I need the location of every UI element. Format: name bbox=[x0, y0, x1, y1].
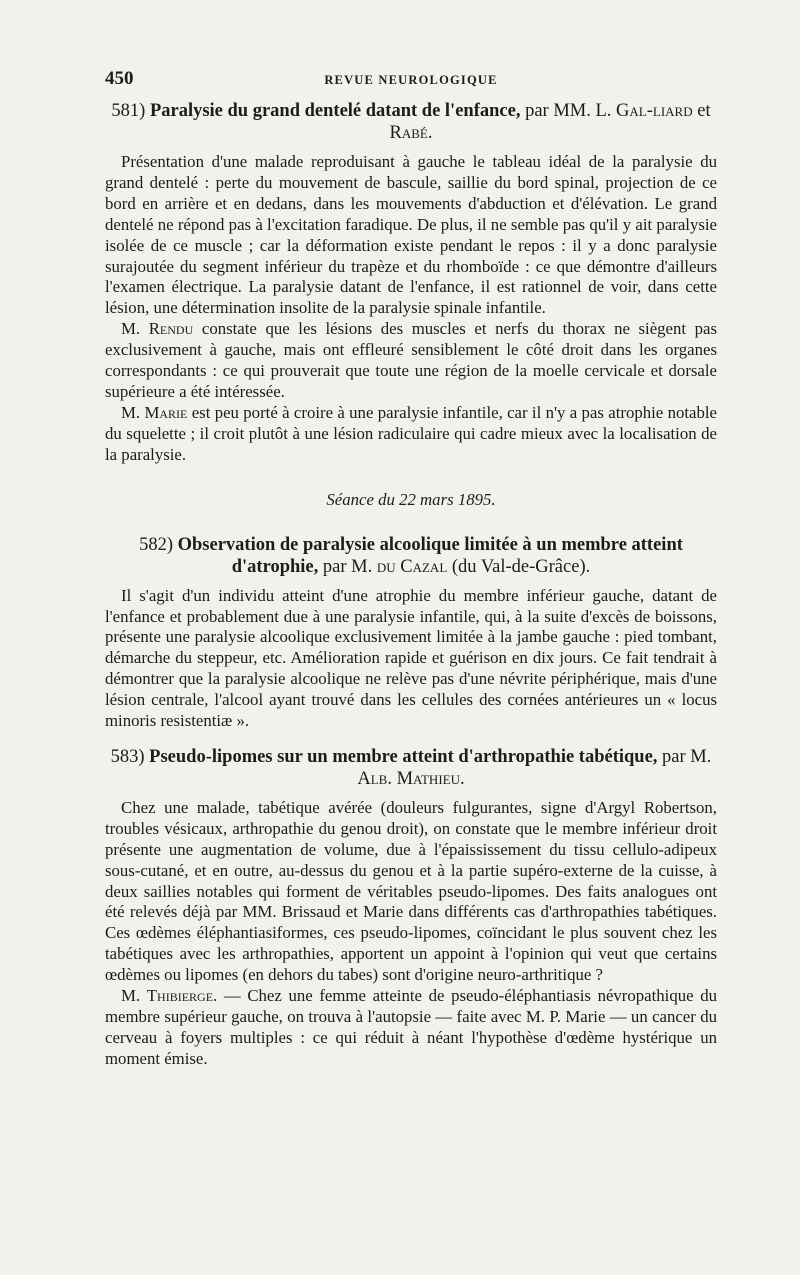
article-heading bbox=[105, 534, 717, 578]
article-number: 581) bbox=[111, 101, 146, 121]
article-heading bbox=[105, 100, 717, 144]
article-title: Observation de paralysie alcoolique limitée à un membre atteint d'atrophie, bbox=[177, 534, 683, 577]
paragraph bbox=[105, 986, 717, 1070]
paragraph bbox=[105, 403, 717, 466]
article-and: et bbox=[697, 101, 711, 121]
paragraph-text: — Chez une femme atteinte de pseudo-éléphantiasis névropathique du membre supérieur gauche, on trouva à l'autopsie — faite avec M. P. Marie — un cancer du cerveau à foyers multiples : ce qui réduit à néant l'hypothèse d'œdème hystérique un moment émise. bbox=[105, 986, 717, 1068]
speaker-name: Marie bbox=[144, 402, 188, 422]
article-author: du Cazal bbox=[376, 556, 448, 577]
journal-page bbox=[105, 60, 717, 1070]
journal-title: REVUE NEUROLOGIQUE bbox=[324, 73, 498, 87]
article-number: 583) bbox=[110, 746, 145, 767]
article-by: par M. bbox=[662, 746, 712, 767]
paragraph: Chez une malade, tabétique avérée (douleurs fulgurantes, signe d'Argyl Robertson, troubles vésicaux, arthropathie du genou droit), on constate que le membre inférieur droit présente une augmentation de volume, due à l'épaississement du tissu cellulo-adipeux sous-cutané, et en outre, au-dessus du genou et à la partie supéro-externe de la cuisse, à deux saillies notables qui forment de véritables pseudo-lipomes. Des faits analogues ont été relevés déjà par MM. Brissaud et Marie dans différents cas d'arthropathies tabétiques. Ces œdèmes éléphantiasiformes, ces pseudo-lipomes, coïncidant le plus souvent chez les tabétiques avec les arthropathies, apportent un appoint à l'opinion qui veut que certains œdèmes ou lipomes (en dehors du tabes) sont d'origine neuro-arthritique ? bbox=[105, 797, 717, 985]
article-by: par MM. L. bbox=[525, 101, 612, 121]
paragraph-text: est peu porté à croire à une paralysie infantile, car il n'y a pas atrophie notable du squelette ; il croit plutôt à une lésion radiculaire qui cadre mieux avec la localisation de la paralysie. bbox=[105, 402, 717, 464]
article-by: par M. bbox=[322, 556, 373, 577]
article-582 bbox=[105, 534, 717, 732]
session-date: Séance du 22 mars 1895. bbox=[326, 489, 496, 509]
article-author: Gal-liard bbox=[616, 101, 693, 121]
speaker-name: Rendu bbox=[148, 319, 194, 339]
article-581 bbox=[105, 100, 717, 466]
article-heading bbox=[105, 746, 717, 790]
paragraph: Il s'agit d'un individu atteint d'une atrophie du membre inférieur gauche, datant de l'enfance et probablement due à une paralysie infantile, qui, à la suite d'excès de boissons, présente une paralysie alcoolique exclusivement limitée à la jambe gauche : pied tombant, démarche du steppeur, etc. Amélioration rapide et guérison en dix jours. Ce fait tendrait à démontrer que la paralysie alcoolique ne relève pas d'une névrite périphérique, mais d'une lésion centrale, l'alcool ayant trouvé dans les cellules des cornées antérieures un « locus minoris resistentiæ ». bbox=[105, 585, 717, 731]
paragraph-text: constate que les lésions des muscles et nerfs du thorax ne siègent pas exclusivement à gauche, mais ont effleuré sensiblement le côté droit dans les organes correspondants : ce qui prouverait que toute une région de la moelle cervicale et dorsale supérieure a été intéressée. bbox=[105, 319, 718, 401]
article-583 bbox=[105, 746, 717, 1070]
article-affiliation: (du Val-de-Grâce). bbox=[451, 556, 591, 577]
article-author: Rabé. bbox=[389, 123, 433, 143]
article-title: Pseudo-lipomes sur un membre atteint d'arthropathie tabétique, bbox=[149, 746, 658, 767]
article-author: Alb. Mathieu. bbox=[357, 768, 465, 789]
speaker-prefix: M. bbox=[121, 402, 141, 422]
paragraph: Présentation d'une malade reproduisant à gauche le tableau idéal de la paralysie du grand dentelé : perte du mouvement de bascule, saillie du bord spinal, projection de ce bord en arrière et en dedans, dans les mouvements d'abduction et d'élévation. Le grand dentelé ne répond pas à l'excitation faradique. De plus, il ne semble pas qu'il y ait paralysie isolée de ce muscle ; car la déformation existe pendant le repos : il y a donc paralysie surajoutée du segment inférieur du trapèze et du rhomboïde : ce que démontre d'ailleurs l'examen électrique. La paralysie datant de l'enfance, il est rationnel de voir, dans cette lésion, une détermination insolite de la paralysie spinale infantile. bbox=[105, 152, 717, 318]
running-head bbox=[105, 60, 717, 90]
speaker-prefix: M. bbox=[121, 319, 141, 339]
article-title: Paralysie du grand dentelé datant de l'enfance, bbox=[149, 101, 521, 121]
paragraph bbox=[105, 319, 717, 403]
speaker-name: Thibierge. bbox=[146, 986, 218, 1006]
page-number: 450 bbox=[105, 68, 134, 89]
article-number: 582) bbox=[139, 534, 173, 555]
speaker-prefix: M. bbox=[121, 986, 141, 1006]
